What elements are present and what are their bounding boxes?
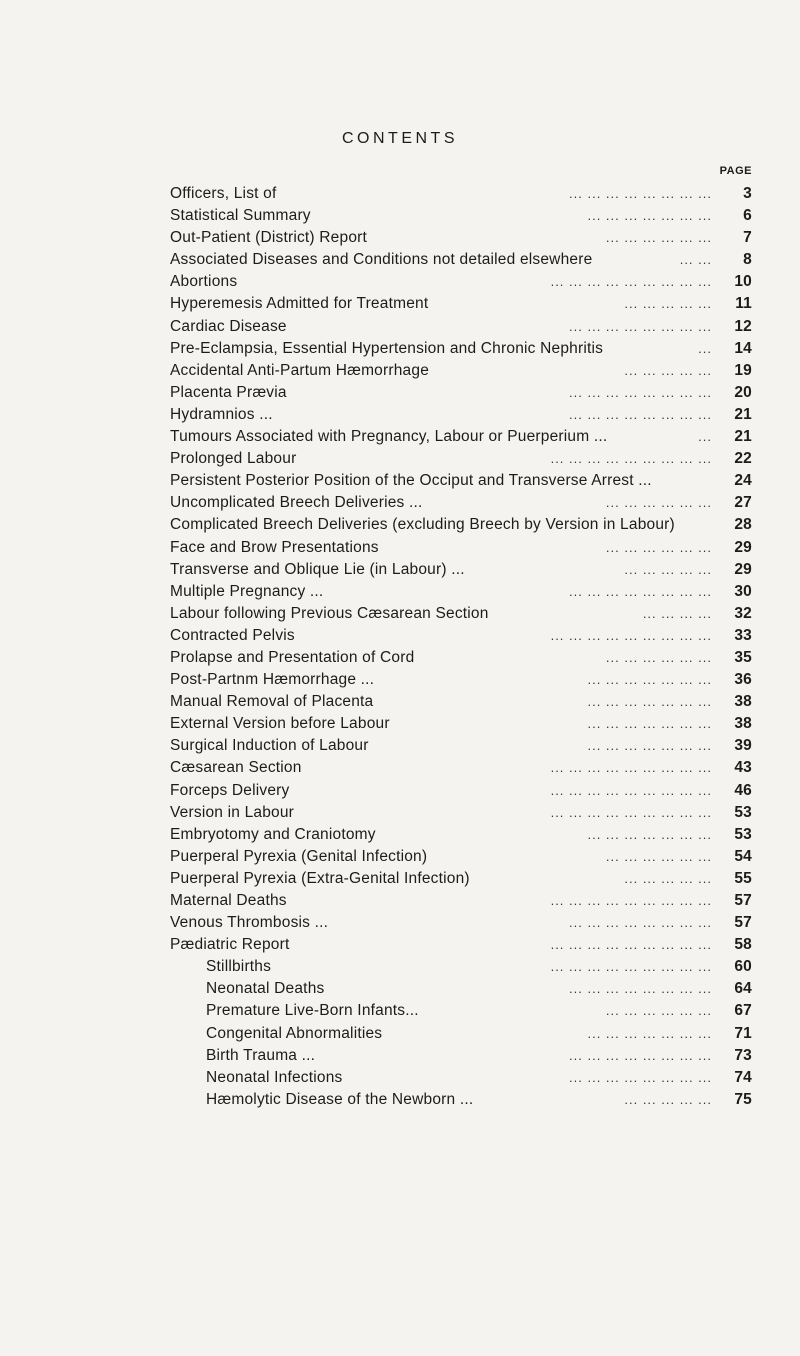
entry-page-number: 32 [734, 604, 752, 622]
dot-leader: ... ... ... ... ... ... ... ... [569, 915, 712, 931]
dot-leader: ... ... ... ... ... ... ... ... [569, 981, 712, 997]
entry-page-number: 21 [734, 405, 752, 423]
entry-title: Uncomplicated Breech Deliveries ... [170, 494, 423, 512]
entry-title: Neonatal Infections [206, 1068, 343, 1086]
dot-leader: ... ... ... ... ... [624, 296, 712, 312]
entry-page-number: 36 [734, 671, 752, 689]
contents-entry [170, 780, 752, 802]
dot-leader: ... ... ... ... ... ... ... ... [569, 1069, 712, 1085]
dot-leader: ... [698, 429, 712, 445]
entry-title: Multiple Pregnancy ... [170, 582, 324, 600]
entry-page-number: 74 [734, 1068, 752, 1086]
entry-page-number: 22 [734, 450, 752, 468]
contents-entry [170, 514, 752, 536]
dot-leader: ... ... ... ... ... ... ... ... ... [550, 627, 712, 643]
entry-title: Contracted Pelvis [170, 626, 295, 644]
entry-title: Version in Labour [170, 803, 295, 821]
contents-entry [170, 735, 752, 757]
entry-title: Accidental Anti-Partum Hæmorrhage [170, 361, 430, 379]
entry-page-number: 21 [734, 428, 752, 446]
entry-page-number: 58 [734, 936, 752, 954]
entry-page-number: 6 [743, 207, 752, 225]
dot-leader: ... [698, 340, 712, 356]
entry-page-number: 29 [734, 538, 752, 556]
dot-leader: ... ... ... ... ... ... ... [587, 672, 712, 688]
entry-title: Persistent Posterior Position of the Occiput and Transverse Arrest ... [170, 472, 652, 490]
contents-entry [170, 559, 752, 581]
dot-leader: ... ... ... ... ... [624, 561, 712, 577]
dot-leader: ... ... ... ... ... ... ... ... [569, 318, 712, 334]
contents-entry [170, 846, 752, 868]
dot-leader: ... ... ... ... ... ... ... ... ... [550, 804, 712, 820]
entry-title: Congenital Abnormalities [206, 1024, 383, 1042]
dot-leader: ... ... ... ... ... ... ... [587, 738, 712, 754]
entry-title: Venous Thrombosis ... [170, 914, 329, 932]
entry-page-number: 60 [734, 958, 752, 976]
contents-entry [170, 316, 752, 338]
dot-leader: ... ... ... ... ... ... ... ... ... [550, 274, 712, 290]
entry-title: Statistical Summary [170, 207, 311, 225]
entry-page-number: 38 [734, 693, 752, 711]
contents-entry [170, 691, 752, 713]
entry-page-number: 10 [734, 273, 752, 291]
entry-page-number: 73 [734, 1046, 752, 1064]
dot-leader: ... ... [679, 252, 712, 268]
dot-leader: ... ... ... ... ... ... [605, 539, 712, 555]
entry-page-number: 57 [734, 914, 752, 932]
entry-page-number: 54 [734, 847, 752, 865]
entry-page-number: 24 [734, 472, 752, 490]
contents-entry [170, 271, 752, 293]
contents-entry [170, 338, 752, 360]
dot-leader: ... ... ... ... ... ... [605, 230, 712, 246]
entry-title: Placenta Prævia [170, 383, 287, 401]
contents-entry [170, 603, 752, 625]
entry-title: Out-Patient (District) Report [170, 229, 368, 247]
dot-leader: ... ... ... ... ... ... [605, 1003, 712, 1019]
entry-title: Tumours Associated with Pregnancy, Labour or Puerperium ... [170, 428, 608, 446]
entry-title: Premature Live-Born Infants... [206, 1002, 419, 1020]
entry-page-number: 57 [734, 892, 752, 909]
entry-page-number: 7 [743, 229, 752, 247]
entry-title: Labour following Previous Cæsarean Section [170, 604, 489, 622]
entry-title: Abortions [170, 273, 238, 291]
entry-title: Cardiac Disease [170, 317, 287, 335]
entry-page-number: 53 [734, 803, 752, 821]
entry-title: Puerperal Pyrexia (Extra-Genital Infection) [170, 869, 470, 887]
entry-page-number: 43 [734, 759, 752, 777]
contents-entry [170, 625, 752, 647]
contents-entry [170, 669, 752, 691]
contents-entry [170, 713, 752, 735]
entry-title: Forceps Delivery [170, 781, 290, 799]
contents-entry [170, 934, 752, 956]
contents-entry [170, 205, 752, 227]
entry-page-number: 8 [743, 251, 752, 269]
contents-entry [170, 802, 752, 824]
entry-title: Hyperemesis Admitted for Treatment [170, 295, 429, 313]
entry-page-number: 38 [734, 715, 752, 733]
entry-page-number: 3 [743, 185, 752, 202]
entry-page-number: 33 [734, 626, 752, 644]
entry-page-number: 53 [734, 825, 752, 843]
dot-leader: ... ... ... ... ... ... ... ... ... [550, 937, 712, 953]
entry-page-number: 30 [734, 582, 752, 600]
entry-title: Associated Diseases and Conditions not detailed elsewhere [170, 251, 593, 269]
contents-entry [170, 912, 752, 934]
entry-page-number: 39 [734, 737, 752, 755]
entry-page-number: 12 [734, 317, 752, 335]
entry-page-number: 19 [734, 361, 752, 379]
contents-entry [170, 360, 752, 382]
dot-leader: ... ... ... ... ... ... [605, 649, 712, 665]
entry-title: External Version before Labour [170, 715, 390, 733]
entry-page-number: 64 [734, 980, 752, 998]
entry-title: Face and Brow Presentations [170, 538, 379, 556]
entry-page-number: 55 [734, 869, 752, 887]
entry-title: Hydramnios ... [170, 405, 273, 423]
contents-entry [170, 1045, 752, 1067]
contents-entry [170, 956, 752, 978]
entry-title: Officers, List of [170, 185, 277, 202]
dot-leader: ... ... ... ... ... ... [605, 495, 712, 511]
dot-leader: ... ... ... ... ... ... ... [587, 716, 712, 732]
contents-entry [170, 249, 752, 271]
contents-entry [170, 978, 752, 1000]
contents-entry [170, 492, 752, 514]
entry-page-number: 29 [734, 560, 752, 578]
dot-leader: ... ... ... ... ... ... ... ... ... [550, 782, 712, 798]
contents-entry [170, 382, 752, 404]
entry-title: Transverse and Oblique Lie (in Labour) ... [170, 560, 465, 578]
dot-leader: ... ... ... ... ... ... ... ... ... [550, 893, 712, 908]
dot-leader: ... ... ... ... ... ... ... ... [569, 406, 712, 422]
entry-title: Post-Partnm Hæmorrhage ... [170, 671, 375, 689]
contents-entry [170, 227, 752, 249]
entry-page-number: 46 [734, 781, 752, 799]
dot-leader: ... ... ... ... ... ... ... ... [569, 186, 712, 201]
dot-leader: ... ... ... ... [642, 605, 712, 621]
entry-page-number: 27 [734, 494, 752, 512]
contents-entry [170, 647, 752, 669]
contents-entry [170, 1000, 752, 1022]
entry-page-number: 11 [735, 295, 752, 313]
contents-entry [170, 868, 752, 890]
dot-leader: ... ... ... ... ... ... ... [587, 1025, 712, 1041]
entry-title: Hæmolytic Disease of the Newborn ... [206, 1090, 474, 1108]
entry-title: Prolonged Labour [170, 450, 297, 468]
entry-title: Stillbirths [206, 958, 272, 976]
entry-page-number: 20 [734, 383, 752, 401]
dot-leader: ... ... ... ... ... ... ... ... ... [550, 959, 712, 975]
contents-entry [170, 757, 752, 779]
contents-entry [170, 1089, 752, 1111]
entry-title: Cæsarean Section [170, 759, 302, 777]
entry-title: Surgical Induction of Labour [170, 737, 369, 755]
dot-leader: ... ... ... ... ... ... ... ... ... [550, 451, 712, 467]
entry-page-number: 28 [734, 516, 752, 534]
entry-title: Birth Trauma ... [206, 1046, 316, 1064]
entry-title: Manual Removal of Placenta [170, 693, 374, 711]
entry-title: Maternal Deaths [170, 892, 287, 909]
contents-entry [170, 537, 752, 559]
contents-entry [170, 1067, 752, 1089]
entry-page-number: 14 [734, 339, 752, 357]
contents-heading: CONTENTS [342, 130, 458, 147]
entry-page-number: 67 [734, 1002, 752, 1020]
dot-leader: ... ... ... ... ... ... [605, 848, 712, 864]
entry-page-number: 71 [734, 1024, 752, 1042]
contents-entry [170, 426, 752, 448]
contents-entry [170, 448, 752, 470]
contents-entry [170, 1023, 752, 1045]
dot-leader: ... ... ... ... ... ... ... [587, 694, 712, 710]
entry-title: Pre-Eclampsia, Essential Hypertension and Chronic Nephritis [170, 339, 604, 357]
entry-page-number: 35 [734, 648, 752, 666]
dot-leader: ... ... ... ... ... [624, 870, 712, 886]
contents-entry [170, 293, 752, 315]
dot-leader: ... ... ... ... ... [624, 1091, 712, 1107]
contents-entry [170, 581, 752, 603]
dot-leader: ... ... ... ... ... [624, 362, 712, 378]
entry-title: Puerperal Pyrexia (Genital Infection) [170, 847, 428, 865]
dot-leader: ... ... ... ... ... ... ... ... [569, 384, 712, 400]
entry-title: Neonatal Deaths [206, 980, 325, 998]
entry-title: Prolapse and Presentation of Cord [170, 648, 415, 666]
contents-entry [170, 824, 752, 846]
page-column-label: PAGE [719, 165, 752, 177]
dot-leader: ... ... ... ... ... ... ... ... ... [550, 760, 712, 776]
dot-leader: ... ... ... ... ... ... ... [587, 208, 712, 224]
dot-leader: ... ... ... ... ... ... ... ... [569, 583, 712, 599]
contents-entry [170, 890, 752, 912]
dot-leader: ... ... ... ... ... ... ... ... [569, 1047, 712, 1063]
contents-list [170, 183, 752, 1111]
entry-title: Embryotomy and Craniotomy [170, 825, 376, 843]
entry-title: Complicated Breech Deliveries (excluding Breech by Version in Labour) [170, 516, 675, 534]
contents-entry [170, 470, 752, 492]
contents-entry [170, 404, 752, 426]
entry-title: Pædiatric Report [170, 936, 290, 954]
contents-entry [170, 183, 752, 205]
dot-leader: ... ... ... ... ... ... ... [587, 826, 712, 842]
entry-page-number: 75 [734, 1090, 752, 1108]
